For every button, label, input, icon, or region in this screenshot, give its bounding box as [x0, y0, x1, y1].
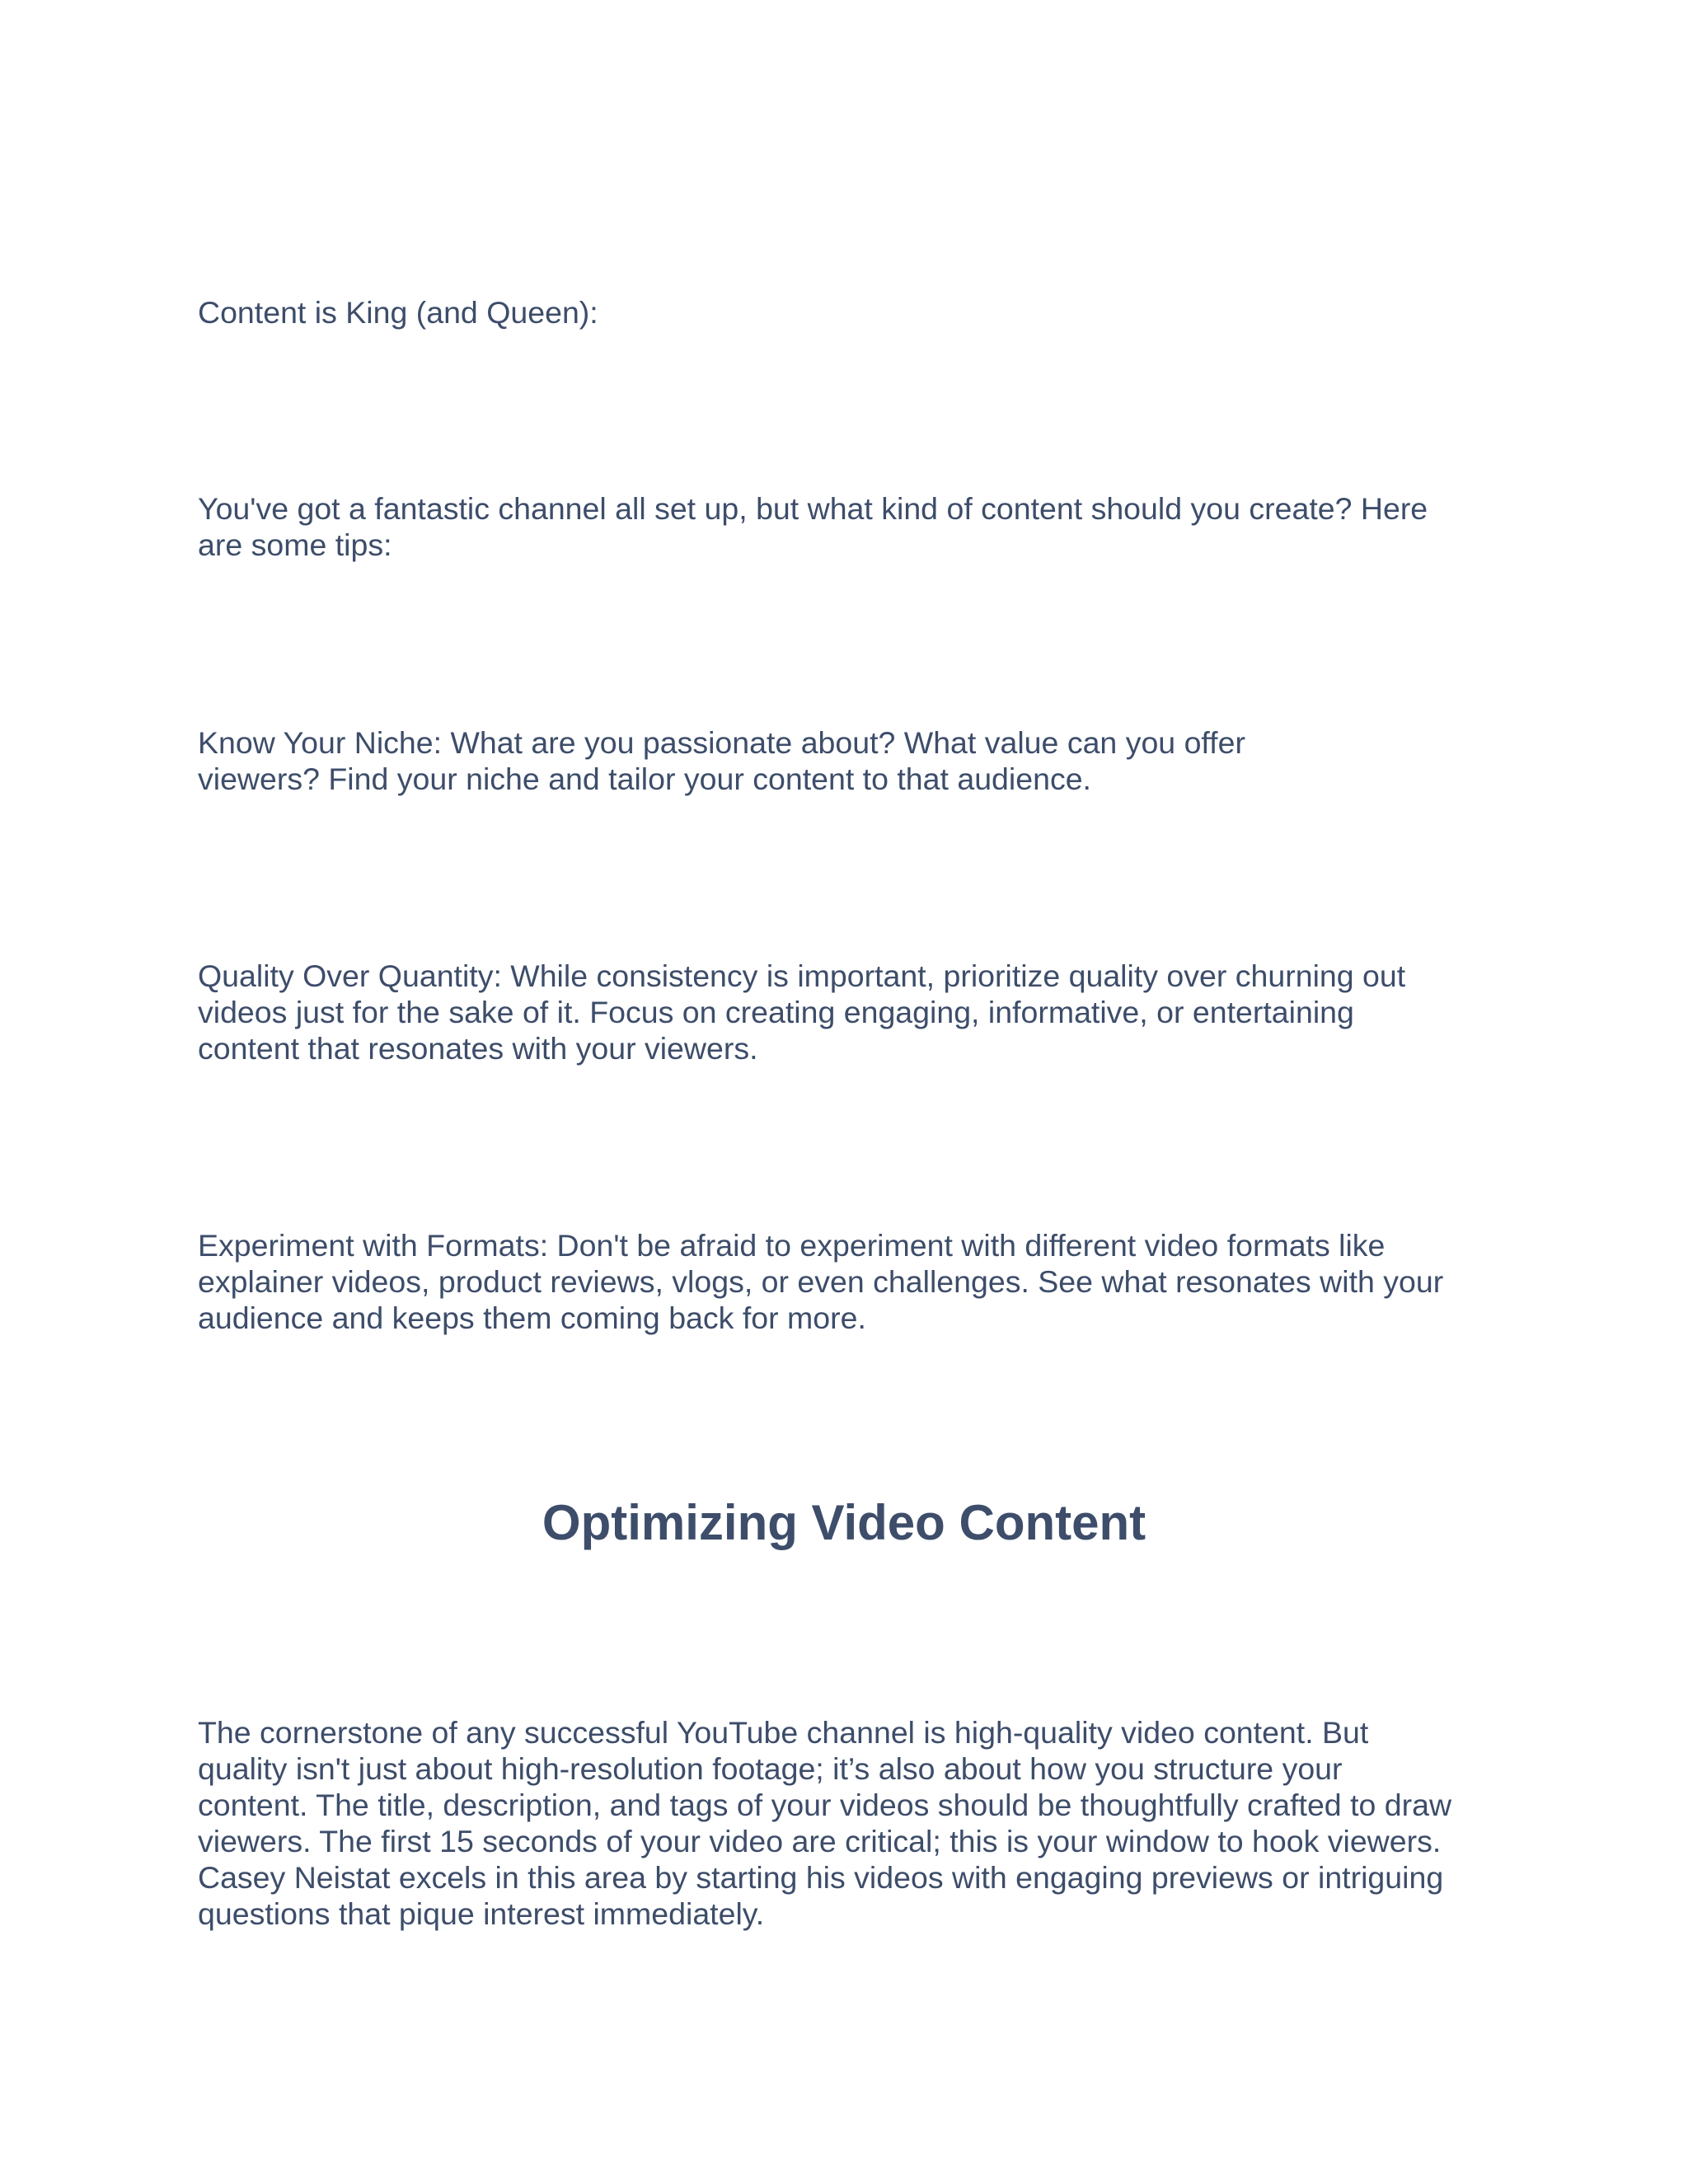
tip-experiment-with-formats: Experiment with Formats: Don't be afraid to experiment with different video formats like explainer videos, product reviews, vlogs, or even challenges. See what resonates with your audience and keeps them coming back for more.: [198, 1228, 1444, 1335]
body-paragraph: The cornerstone of any successful YouTube channel is high-quality video content. But quality isn't just about high-resolution footage; it’s also about how you structure your content. The title, description, and tags of your videos should be thoughtfully crafted to draw viewers. The first 15 seconds of your video are critical; this is your window to hook viewers. Casey Neistat excels in this area by starting his videos with engaging previews or intriguing questions that pique interest immediately.: [198, 1715, 1452, 1931]
section-title: Content is King (and Queen):: [198, 295, 598, 330]
page-heading: Optimizing Video Content: [542, 1495, 1146, 1550]
tip-know-your-niche: Know Your Niche: What are you passionate about? What value can you offer viewers? Find your niche and tailor your content to that audience.: [198, 725, 1245, 796]
intro-paragraph: You've got a fantastic channel all set up, but what kind of content should you create? Here are some tips:: [198, 491, 1428, 562]
tip-quality-over-quantity: Quality Over Quantity: While consistency is important, prioritize quality over churning out videos just for the sake of it. Focus on creating engaging, informative, or entertaining content that resonates with your viewers.: [198, 958, 1406, 1066]
